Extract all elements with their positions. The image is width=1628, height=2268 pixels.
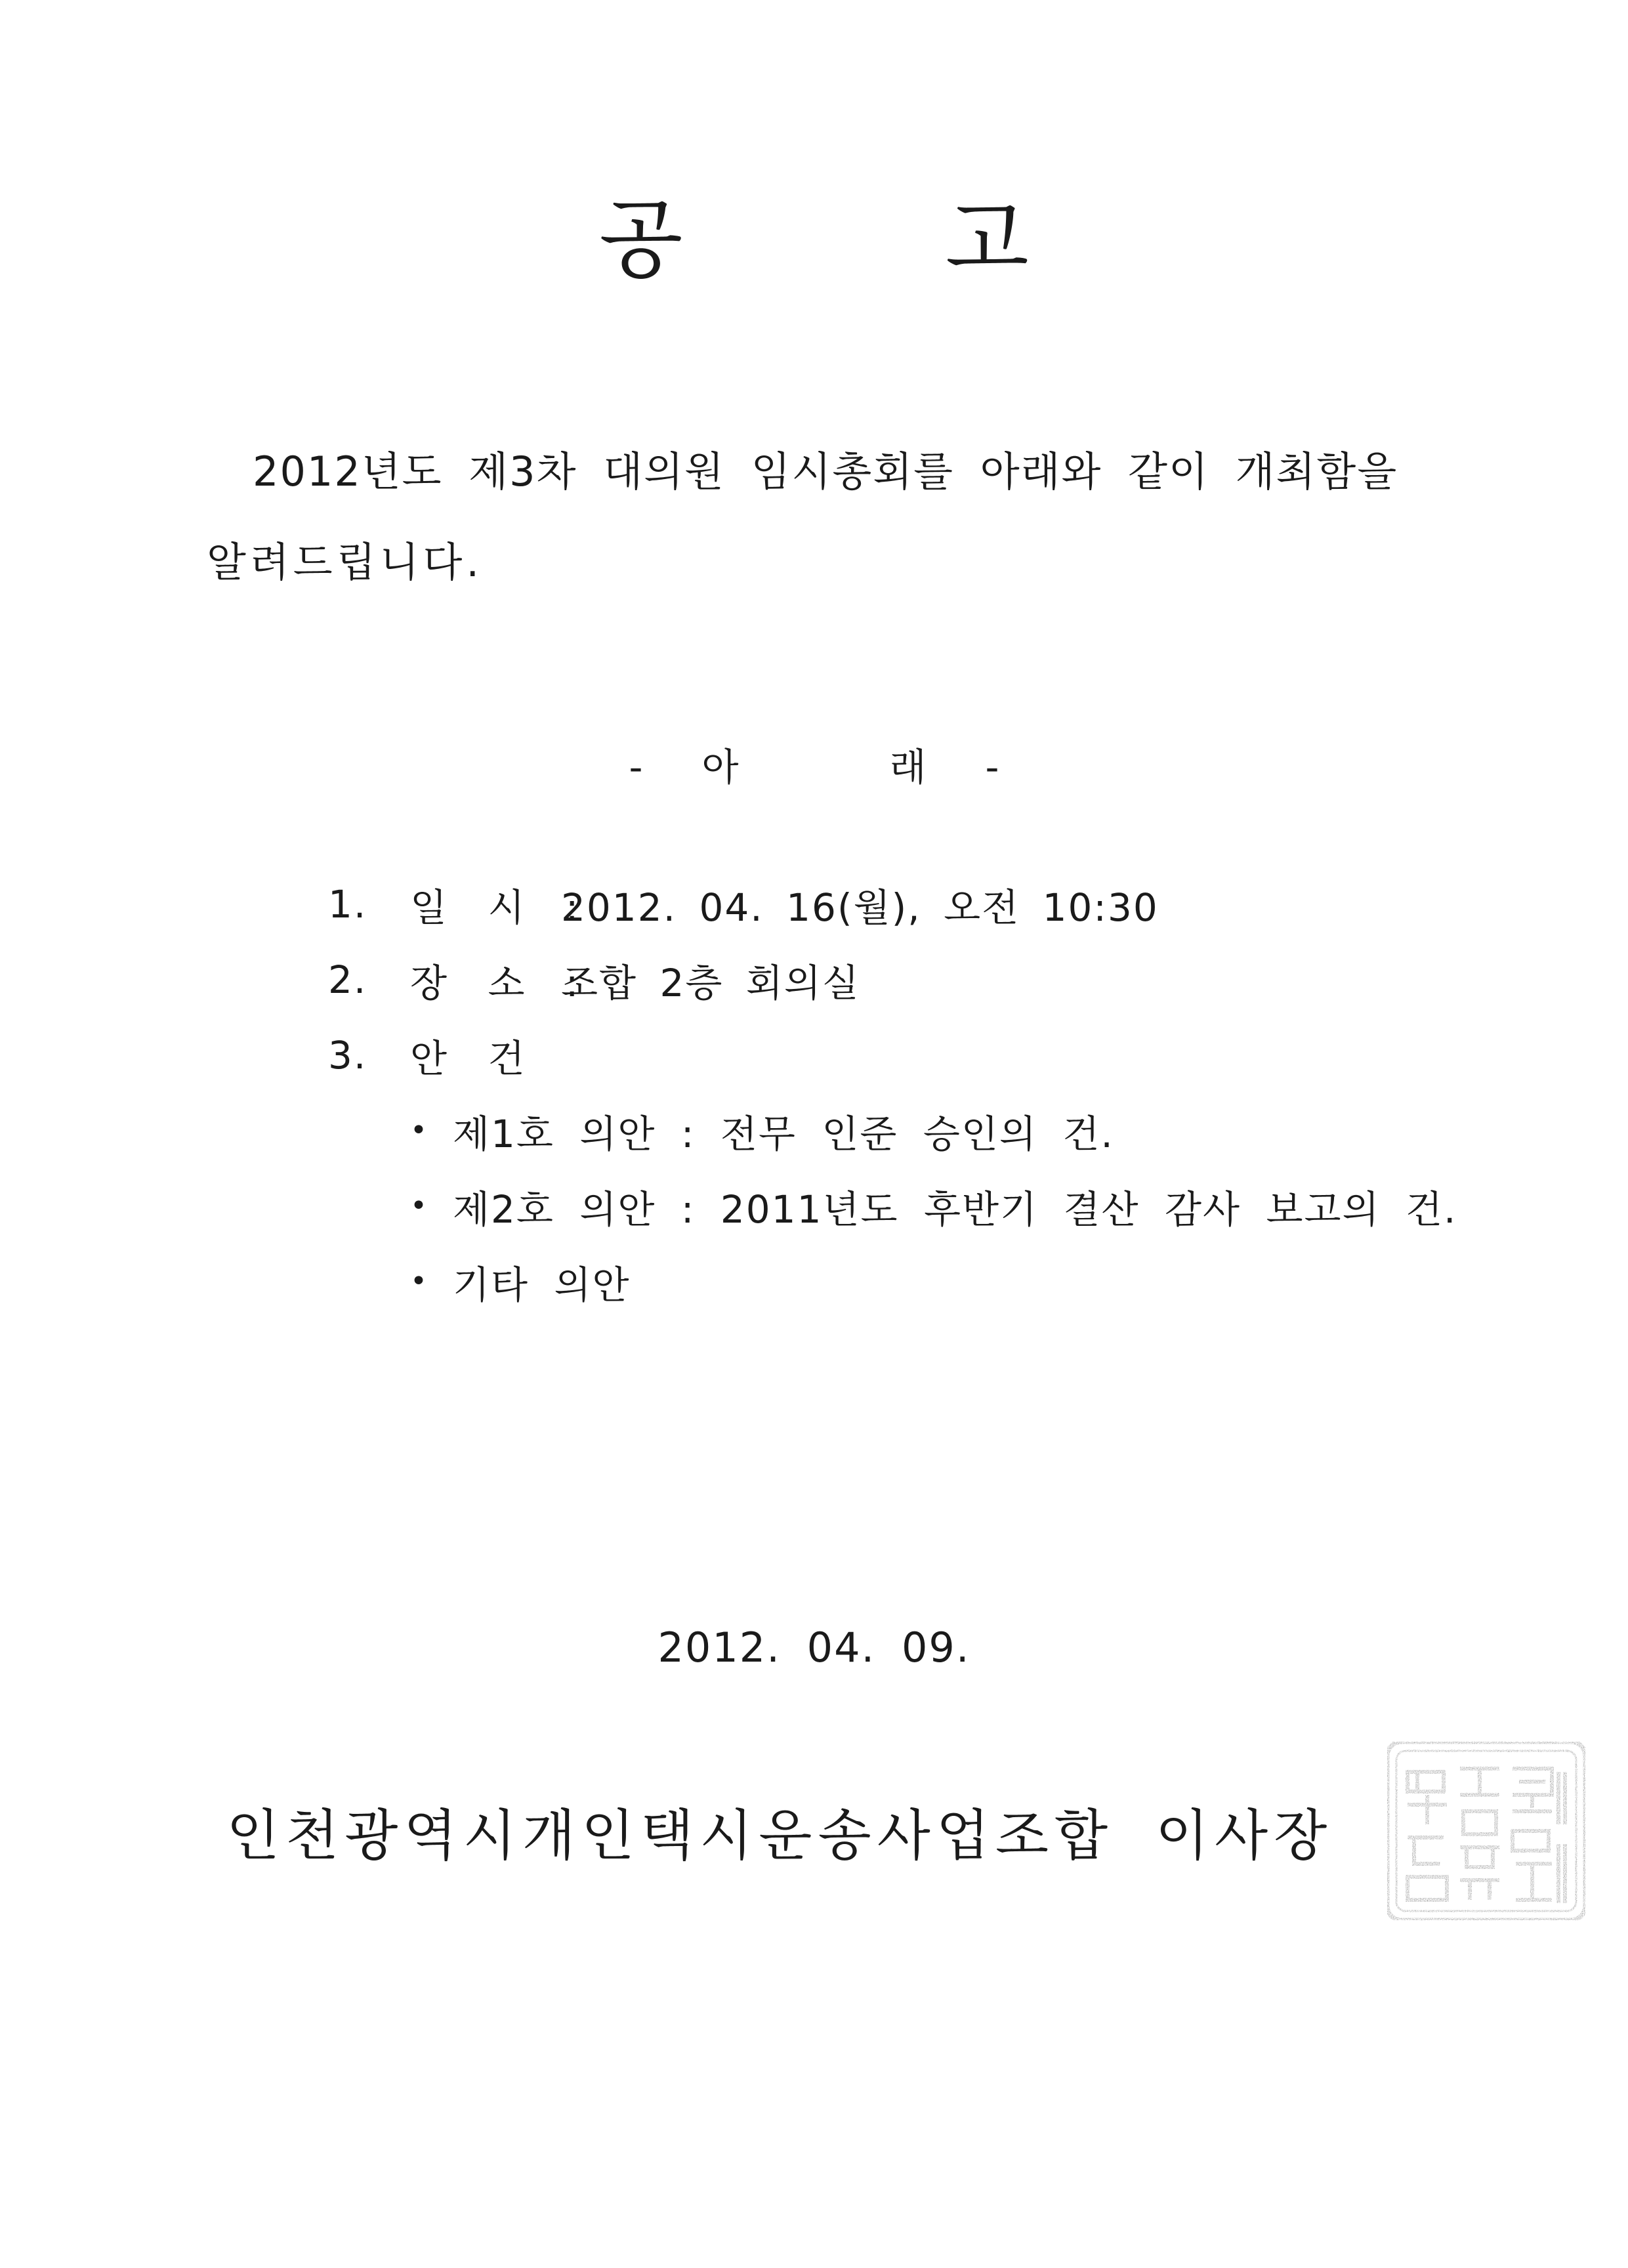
section-heading <box>0 745 1628 789</box>
details-list <box>328 866 1509 1319</box>
intro-line-1: 2012년도 제3차 대의원 임시총회를 아래와 같이 개최함을 <box>253 448 1398 495</box>
title-char-1: 공 <box>598 190 683 291</box>
detail-item-datetime <box>328 866 1509 942</box>
section-dash-left: - <box>629 745 643 789</box>
bullet-icon: • <box>410 1114 428 1147</box>
agenda-item <box>328 1093 1509 1168</box>
item-number: 1. <box>328 881 367 927</box>
item-label: 장 소 : <box>410 960 580 1005</box>
detail-item-agenda <box>328 1017 1509 1093</box>
signatory: 인천광역시개인택시운송사업조합 이사장 <box>226 1803 1333 1868</box>
section-dash-right: - <box>985 745 999 789</box>
agenda-text: 제2호 의안 : 2011년도 후반기 결산 감사 보고의 건. <box>453 1186 1457 1232</box>
item-value: 2012. 04. 16(월), 오전 10:30 <box>561 885 1159 930</box>
section-char-1: 아 <box>701 745 739 789</box>
agenda-item <box>328 1168 1509 1244</box>
item-number: 3. <box>328 1032 367 1078</box>
document-title <box>0 190 1628 291</box>
intro-paragraph <box>207 427 1486 608</box>
item-label: 일 시 : <box>410 885 580 930</box>
item-number: 2. <box>328 957 367 1002</box>
item-label: 안 건 <box>410 1036 526 1081</box>
official-seal-icon <box>1378 1732 1595 1929</box>
agenda-text: 기타 의안 <box>453 1262 631 1307</box>
bullet-icon: • <box>410 1189 428 1223</box>
title-char-2: 고 <box>945 190 1030 291</box>
item-value: 조합 2층 회의실 <box>561 960 860 1005</box>
intro-line-2: 알려드립니다. <box>207 538 484 586</box>
issue-date: 2012. 04. 09. <box>657 1624 971 1671</box>
agenda-text: 제1호 의안 : 전무 인준 승인의 건. <box>453 1111 1114 1156</box>
agenda-item <box>328 1244 1509 1319</box>
section-char-2: 래 <box>889 745 927 789</box>
detail-item-location <box>328 942 1509 1017</box>
bullet-icon: • <box>410 1265 428 1298</box>
